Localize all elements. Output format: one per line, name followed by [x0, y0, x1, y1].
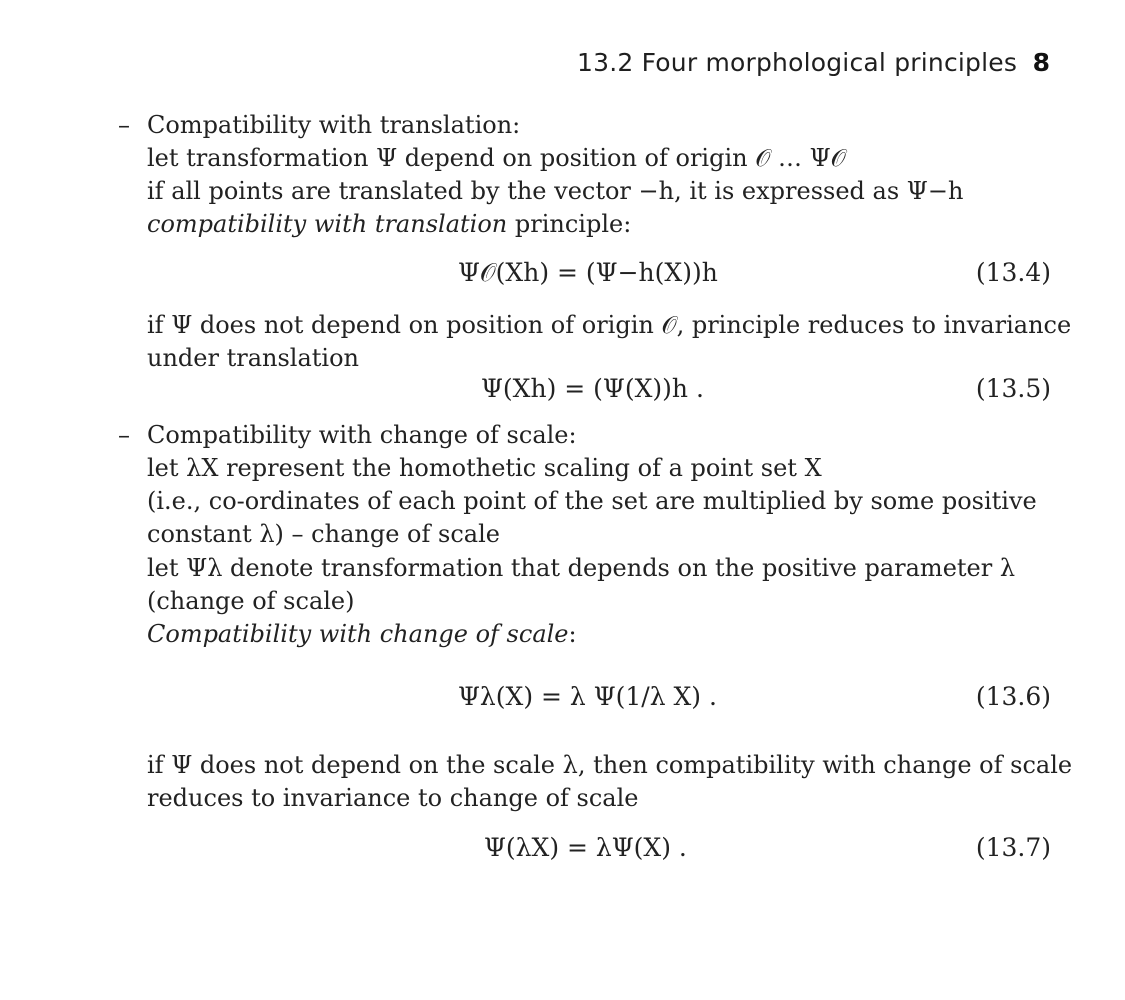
scale-line-4: let Ψλ denote transformation that depends on the positive parameter λ: [147, 554, 1016, 582]
scale-line-2: (i.e., co-ordinates of each point of the set are multiplied by some positive: [147, 487, 1037, 515]
translation-reduction-line-1: if Ψ does not depend on position of origin 𝒪, principle reduces to invariance: [147, 311, 1072, 339]
equation-13-7-number: (13.7): [975, 833, 1051, 862]
section-header: 13.2 Four morphological principles: [577, 48, 1018, 77]
scale-line-5: (change of scale): [147, 587, 355, 615]
translation-reduction-line-2: under translation: [147, 344, 359, 372]
equation-13-5-number: (13.5): [975, 374, 1051, 403]
translation-line-1: let transformation Ψ depend on position of origin 𝒪 … Ψ𝒪: [147, 144, 846, 172]
scale-heading-line: [118, 420, 577, 450]
equation-13-7: Ψ(λX) = λΨ(X) .: [484, 833, 687, 862]
translation-heading: Compatibility with translation:: [147, 111, 521, 139]
translation-principle-term: compatibility with translation: [147, 210, 508, 238]
equation-13-5: Ψ(Xh) = (Ψ(X))h .: [481, 374, 704, 403]
translation-heading-line: [118, 110, 520, 140]
scale-line-3: constant λ) – change of scale: [147, 520, 500, 548]
equation-13-4-number: (13.4): [975, 258, 1051, 287]
equation-13-6-number: (13.6): [975, 682, 1051, 711]
page-number: 8: [1032, 48, 1050, 77]
translation-principle-rest: principle:: [507, 210, 632, 238]
scale-principle-term: Compatibility with change of scale: [147, 620, 569, 648]
scale-line-1: let λX represent the homothetic scaling of a point set X: [147, 454, 822, 482]
scale-heading: Compatibility with change of scale:: [147, 421, 577, 449]
bullet-dash: –: [118, 421, 130, 449]
scale-reduction-line-1: if Ψ does not depend on the scale λ, then compatibility with change of scale: [147, 751, 1073, 779]
bullet-dash: –: [118, 111, 130, 139]
translation-line-2: if all points are translated by the vector −h, it is expressed as Ψ−h: [147, 177, 964, 205]
translation-principle-line: [147, 209, 631, 239]
equation-13-6: Ψλ(X) = λ Ψ(1/λ X) .: [458, 682, 717, 711]
scale-principle-line: [147, 619, 577, 649]
equation-13-4: Ψ𝒪(Xh) = (Ψ−h(X))h: [458, 258, 718, 287]
scale-principle-rest: :: [568, 620, 577, 648]
scale-reduction-line-2: reduces to invariance to change of scale: [147, 784, 639, 812]
